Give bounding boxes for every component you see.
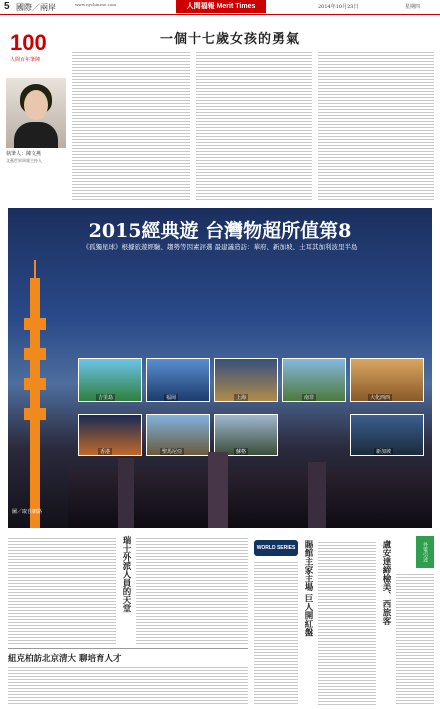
- tower-segment: [24, 378, 46, 390]
- destination-label: 福岡: [166, 395, 177, 401]
- destination-label: 大化西西: [370, 395, 391, 401]
- tower-segment: [24, 318, 46, 330]
- tower-shaft: [30, 278, 40, 528]
- skyline-building: [308, 462, 326, 528]
- skyline-building: [208, 452, 228, 528]
- story-c-title: 賜館主家主場 巨人開紅盤: [303, 540, 313, 637]
- section-label: 國際／兩岸: [16, 3, 56, 12]
- story-b-title: 紐克柏訪北京清大 聊培育人才: [8, 654, 122, 664]
- article-title: 一個十七歲女孩的勇氣: [159, 32, 300, 47]
- portrait-shirt: [14, 122, 58, 148]
- article-text-column-3: [318, 50, 434, 200]
- world-series-logo: WORLD SERIES: [254, 540, 298, 556]
- destination-label: 吉里島: [98, 395, 114, 401]
- story-d-title: 盧安達締檢美、西旅客: [381, 540, 391, 625]
- issue-date: 2014年10月23日: [318, 4, 359, 10]
- issue-weekday: 星期四: [405, 4, 421, 10]
- tower-segment: [24, 408, 46, 420]
- portrait-face: [24, 90, 48, 120]
- masthead-logo: 人間福報 Merit Times: [176, 0, 266, 13]
- section-badge: 外電引述: [416, 536, 434, 568]
- destination-label: 蘇格: [236, 449, 247, 455]
- tower-segment: [24, 348, 46, 360]
- destination-label: 香港: [100, 449, 111, 455]
- author-caption: 文燕世界周報主持人: [6, 158, 42, 163]
- story-c-text: [254, 560, 298, 705]
- destination-label: 新加坡: [376, 449, 392, 455]
- story-a-text: [8, 536, 116, 644]
- author-byline: 執筆人：陳文燕: [6, 151, 42, 157]
- destination-label: 聖馬尼亞: [162, 449, 183, 455]
- story-d-text: [396, 572, 434, 705]
- destination-label: 南非: [304, 395, 315, 401]
- story-c-text-2: [318, 540, 376, 705]
- article-text-column-1: [72, 50, 190, 200]
- ad-title: 2015經典遊 台灣物超所值第8: [88, 220, 352, 242]
- story-a-text-2: [136, 536, 248, 644]
- travel-advertisement: [8, 208, 432, 528]
- article-text-column-2: [196, 50, 312, 200]
- tower-spire: [34, 260, 36, 280]
- story-b-text: [8, 665, 248, 705]
- skyline-building: [118, 458, 134, 528]
- ad-subtitle: 《孤獨星球》根據旅遊經驗、趨勢等因素評選 最建議造訪：華府、新加坡、土耳其加利波里半島: [82, 243, 358, 251]
- site-url: www.nychinese.com: [75, 2, 117, 7]
- destination-label: 上海: [236, 395, 247, 401]
- page-number: 5: [4, 1, 10, 12]
- column-logo-caption: 人間百年筆陣: [10, 57, 41, 63]
- column-logo-number: 100: [10, 30, 47, 55]
- photo-credit: 圖／取自網路: [12, 509, 43, 515]
- divider: [8, 648, 248, 649]
- story-a-title: 瑞士外派人員的天堂: [121, 536, 131, 613]
